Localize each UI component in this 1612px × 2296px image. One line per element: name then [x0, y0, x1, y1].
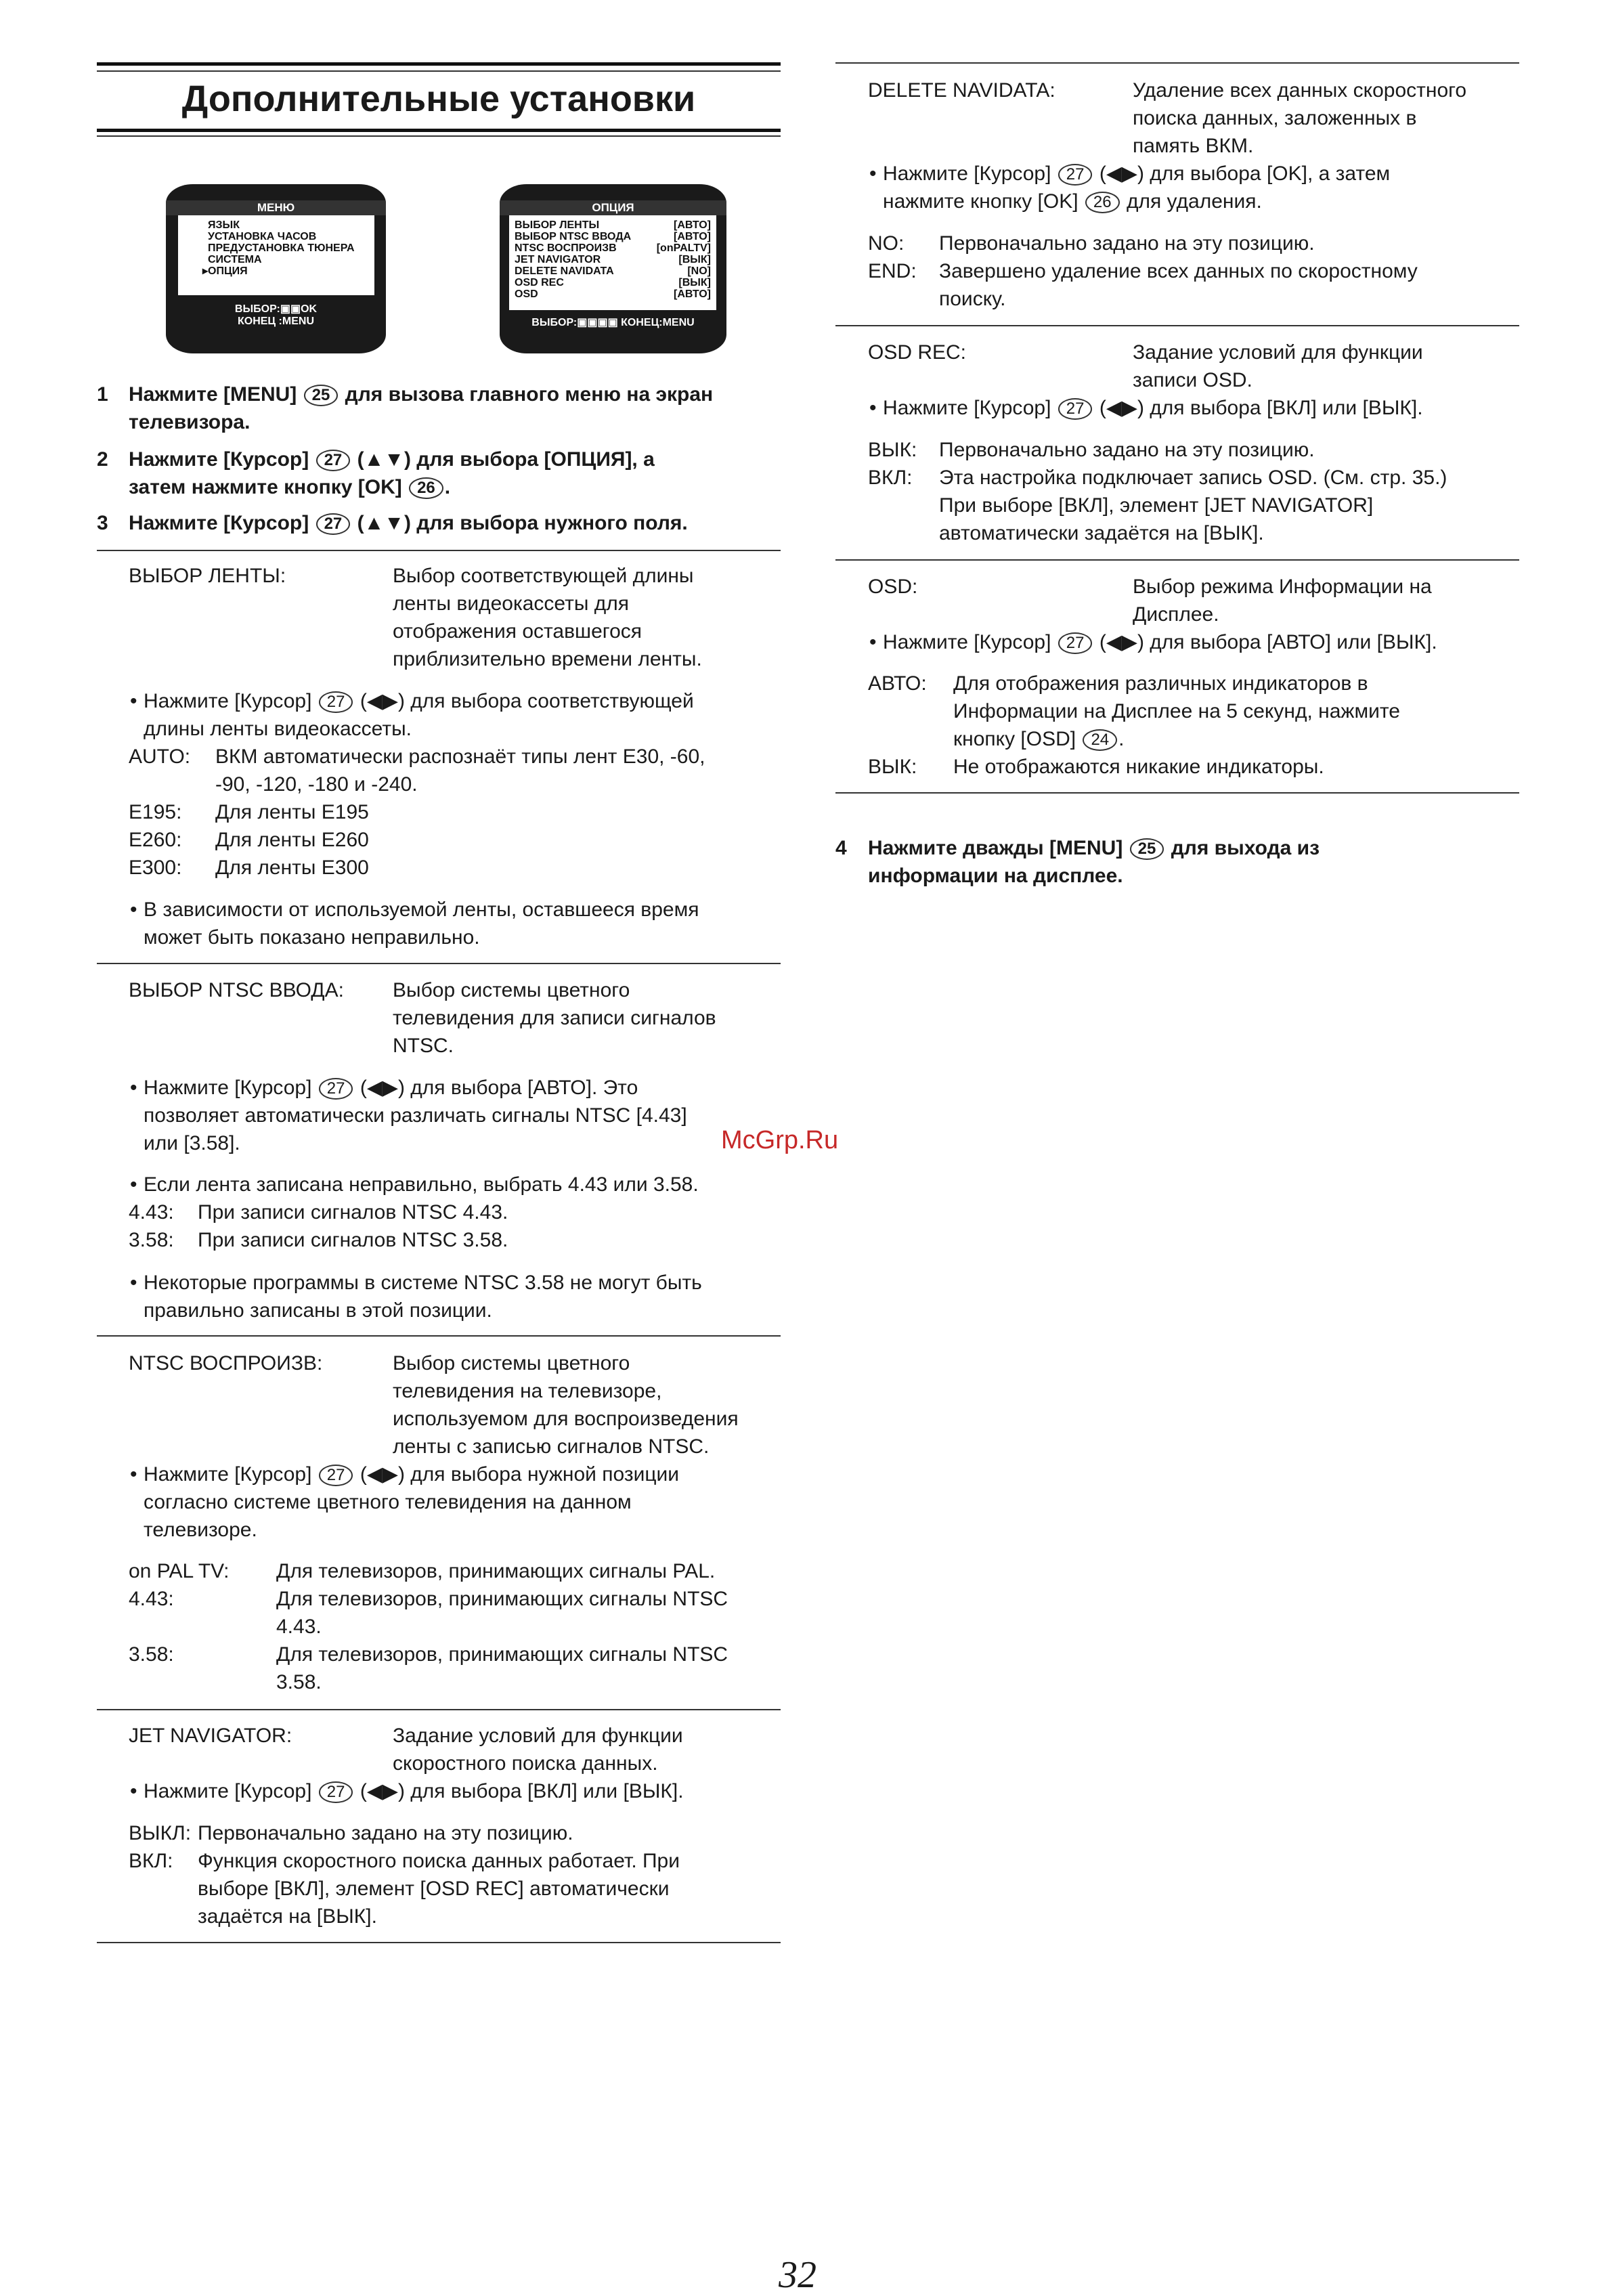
step-2-text: Нажмите [Курсор] 27 (▲▼) для выбора [ОПЦИЯ], а — [129, 448, 655, 471]
osdrec-option-value: Эта настройка подключает запись OSD. (См. стр. 35.) — [939, 467, 1447, 489]
title-rule-top-thin — [97, 70, 781, 72]
ntsc-play-option-value: Для телевизоров, принимающих сигналы PAL. — [276, 1560, 716, 1582]
jet-option-value: выборе [ВКЛ], элемент [OSD REC] автоматически — [198, 1878, 670, 1900]
osdrec-bullet-1: • Нажмите [Курсор] 27 (◀▶) для выбора [ВКЛ] или [ВЫК]. — [883, 394, 1423, 422]
delete-option-key: NO: — [868, 232, 905, 255]
section-divider — [97, 1942, 781, 1943]
osd-option-value: Информации на Дисплее на 5 секунд, нажмите — [953, 700, 1400, 722]
delete-desc: Удаление всех данных скоростного — [1133, 79, 1467, 102]
menu-screen-panel — [178, 215, 374, 295]
step-1-text-cont: телевизора. — [129, 411, 250, 433]
osd-option-value: Не отображаются никакие индикаторы. — [953, 756, 1324, 778]
ntsc-play-option-value: Для телевизоров, принимающих сигналы NTSC — [276, 1643, 728, 1666]
option-item-name: OSD — [515, 288, 538, 300]
button-ref-27: 27 — [319, 1078, 353, 1100]
osdrec-desc: записи OSD. — [1133, 369, 1252, 391]
tape-option-value: ВКМ автоматически распознаёт типы лент Е30, -60, — [215, 745, 705, 768]
osdrec-option-value: автоматически задаётся на [ВЫК]. — [939, 522, 1264, 544]
option-item-name: DELETE NAVIDATA — [515, 265, 614, 277]
menu-screen-foot2: КОНЕЦ :MENU — [237, 316, 314, 327]
section-divider — [835, 559, 1519, 561]
title-rule-bottom — [97, 129, 781, 132]
step-1-text: Нажмите [MENU] 25 для вызова главного меню на экран — [129, 383, 714, 406]
option-screen-illustration — [500, 184, 726, 353]
title-rule-bottom-thin — [97, 135, 781, 137]
jet-option-key: ВКЛ: — [129, 1850, 173, 1872]
delete-label: DELETE NAVIDATA: — [868, 79, 1055, 102]
osdrec-desc: Задание условий для функции — [1133, 341, 1423, 364]
ntsc-play-option-key: 3.58: — [129, 1643, 174, 1666]
ntsc-in-option-key: 3.58: — [129, 1229, 174, 1251]
delete-desc: память ВКМ. — [1133, 135, 1254, 157]
ntsc-in-option-value: При записи сигналов NTSC 3.58. — [198, 1229, 508, 1251]
ntsc-in-label: ВЫБОР NTSC ВВОДА: — [129, 979, 344, 1001]
menu-screen-title: МЕНЮ — [166, 200, 386, 215]
tape-label: ВЫБОР ЛЕНТЫ: — [129, 565, 286, 587]
delete-option-value: Завершено удаление всех данных по скоростному — [939, 260, 1418, 282]
jet-desc: скоростного поиска данных. — [393, 1752, 658, 1775]
tape-option-value: Для ленты E260 — [215, 829, 369, 851]
osdrec-option-key: ВКЛ: — [868, 467, 913, 489]
ntsc-in-desc: телевидения для записи сигналов — [393, 1007, 716, 1029]
section-divider — [835, 792, 1519, 794]
ntsc-in-bullet-1-cont: или [3.58]. — [144, 1132, 240, 1154]
ntsc-in-bullet-3: • Некоторые программы в системе NTSC 3.58 не могут быть — [144, 1269, 702, 1297]
option-item-value: [АВТО] — [674, 219, 711, 231]
option-item-name: ВЫБОР NTSC ВВОДА — [515, 231, 632, 242]
ntsc-play-desc: используемом для воспроизведения — [393, 1408, 739, 1430]
tape-desc: ленты видеокассеты для — [393, 592, 630, 615]
ntsc-in-option-key: 4.43: — [129, 1201, 174, 1223]
jet-label: JET NAVIGATOR: — [129, 1725, 292, 1747]
section-divider — [97, 963, 781, 964]
step-number: 2 — [97, 448, 108, 471]
ntsc-in-bullet-2: • Если лента записана неправильно, выбрать 4.43 или 3.58. — [144, 1171, 699, 1198]
button-ref-27: 27 — [1058, 164, 1093, 186]
menu-screen-item: ЯЗЫК — [208, 219, 240, 231]
section-divider — [835, 62, 1519, 64]
button-ref-27: 27 — [319, 691, 353, 713]
step-number: 3 — [97, 512, 108, 534]
jet-option-value: задаётся на [ВЫК]. — [198, 1905, 377, 1928]
menu-screen-illustration — [166, 184, 386, 353]
ntsc-in-option-value: При записи сигналов NTSC 4.43. — [198, 1201, 508, 1223]
ntsc-in-desc: Выбор системы цветного — [393, 979, 630, 1001]
tape-bullet-2: • В зависимости от используемой ленты, оставшееся время — [144, 896, 699, 924]
ntsc-play-bullet-1-cont: телевизоре. — [144, 1519, 257, 1541]
delete-option-value: поиску. — [939, 288, 1006, 310]
step-number: 1 — [97, 383, 108, 406]
ntsc-play-desc: Выбор системы цветного — [393, 1352, 630, 1374]
title-rule-top — [97, 62, 781, 66]
option-item-value: [NO] — [687, 265, 711, 277]
osdrec-option-value: При выборе [ВКЛ], элемент [JET NAVIGATOR] — [939, 494, 1374, 517]
option-screen-title: ОПЦИЯ — [500, 200, 726, 215]
delete-bullet-1-cont: нажмите кнопку [OK] 26 для удаления. — [883, 190, 1262, 213]
button-ref-27: 27 — [319, 1781, 353, 1803]
button-ref-27: 27 — [319, 1465, 353, 1486]
tape-bullet-2-cont: может быть показано неправильно. — [144, 926, 480, 949]
button-ref-25: 25 — [304, 385, 339, 406]
tape-option-value: Для ленты E195 — [215, 801, 369, 823]
button-ref-25: 25 — [1130, 838, 1164, 860]
button-ref-27: 27 — [316, 513, 351, 535]
option-item-value: [ВЫК] — [678, 277, 711, 288]
delete-desc: поиска данных, заложенных в — [1133, 107, 1417, 129]
option-item-value: [АВТО] — [674, 288, 711, 300]
ntsc-play-option-key: on PAL TV: — [129, 1560, 230, 1582]
menu-screen-item: ▸ОПЦИЯ — [202, 265, 248, 277]
ntsc-play-option-value: 3.58. — [276, 1671, 322, 1693]
tape-bullet-1-cont: длины ленты видеокассеты. — [144, 718, 412, 740]
button-ref-26: 26 — [1085, 192, 1120, 213]
option-screen-foot: ВЫБОР:▣▣▣▣ КОНЕЦ:MENU — [531, 317, 695, 328]
osd-option-key: АВТО: — [868, 672, 927, 695]
button-ref-27: 27 — [1058, 398, 1093, 420]
tape-bullet-1: • Нажмите [Курсор] 27 (◀▶) для выбора соответствующей — [144, 687, 694, 715]
delete-option-key: END: — [868, 260, 917, 282]
osd-option-value: Для отображения различных индикаторов в — [953, 672, 1368, 695]
ntsc-play-label: NTSC ВОСПРОИЗВ: — [129, 1352, 323, 1374]
menu-screen-item: УСТАНОВКА ЧАСОВ — [208, 231, 317, 242]
option-item-value: [onPALTV] — [656, 242, 711, 254]
ntsc-in-desc: NTSC. — [393, 1035, 454, 1057]
jet-desc: Задание условий для функции — [393, 1725, 683, 1747]
section-divider — [97, 550, 781, 551]
jet-option-value: Первоначально задано на эту позицию. — [198, 1822, 573, 1844]
button-ref-26: 26 — [409, 477, 443, 499]
section-divider — [97, 1335, 781, 1337]
tape-option-key: AUTO: — [129, 745, 191, 768]
option-item-name: JET NAVIGATOR — [515, 254, 601, 265]
ntsc-in-bullet-1: • Нажмите [Курсор] 27 (◀▶) для выбора [АВТО]. Это — [144, 1074, 638, 1102]
option-item-name: OSD REC — [515, 277, 564, 288]
ntsc-in-bullet-3-cont: правильно записаны в этой позиции. — [144, 1299, 492, 1322]
tape-option-value: -90, -120, -180 и -240. — [215, 773, 418, 796]
page-title: Дополнительные установки — [181, 79, 696, 119]
osd-desc: Дисплее. — [1133, 603, 1219, 626]
tape-desc: Выбор соответствующей длины — [393, 565, 694, 587]
step-4-text-cont: информации на дисплее. — [868, 865, 1123, 887]
tape-option-key: E195: — [129, 801, 182, 823]
step-4-text: Нажмите дважды [MENU] 25 для выхода из — [868, 837, 1320, 859]
step-number: 4 — [835, 837, 847, 859]
button-ref-27: 27 — [1058, 632, 1093, 654]
osd-option-key: ВЫК: — [868, 756, 917, 778]
page-number: 32 — [779, 2254, 816, 2296]
osdrec-option-key: ВЫК: — [868, 439, 917, 461]
delete-bullet-1: • Нажмите [Курсор] 27 (◀▶) для выбора [OK], а затем — [883, 160, 1390, 188]
step-3-text: Нажмите [Курсор] 27 (▲▼) для выбора нужного поля. — [129, 512, 688, 534]
option-item-name: NTSC ВОСПРОИЗВ — [515, 242, 617, 254]
menu-screen-foot1: ВЫБОР:▣▣OK — [234, 303, 318, 315]
option-item-value: [ВЫК] — [678, 254, 711, 265]
ntsc-play-bullet-1-cont: согласно системе цветного телевидения на данном — [144, 1491, 632, 1513]
ntsc-play-bullet-1: • Нажмите [Курсор] 27 (◀▶) для выбора нужной позиции — [144, 1460, 679, 1488]
osd-desc: Выбор режима Информации на — [1133, 576, 1432, 598]
menu-screen-item: СИСТЕМА — [208, 254, 262, 265]
osd-bullet-1: • Нажмите [Курсор] 27 (◀▶) для выбора [АВТО] или [ВЫК]. — [883, 628, 1437, 656]
ntsc-play-desc: телевидения на телевизоре, — [393, 1380, 662, 1402]
option-item-value: [АВТО] — [674, 231, 711, 242]
delete-option-value: Первоначально задано на эту позицию. — [939, 232, 1315, 255]
osd-label: OSD: — [868, 576, 918, 598]
tape-option-key: E260: — [129, 829, 182, 851]
watermark: McGrp.Ru — [721, 1126, 839, 1154]
tape-option-key: E300: — [129, 857, 182, 879]
tape-option-value: Для ленты E300 — [215, 857, 369, 879]
jet-option-key: ВЫКЛ: — [129, 1822, 192, 1844]
ntsc-in-bullet-1-cont: позволяет автоматически различать сигналы NTSC [4.43] — [144, 1104, 687, 1127]
tape-desc: приблизительно времени ленты. — [393, 648, 702, 670]
ntsc-play-option-value: 4.43. — [276, 1616, 322, 1638]
button-ref-24: 24 — [1083, 729, 1117, 751]
option-item-name: ВЫБОР ЛЕНТЫ — [515, 219, 600, 231]
button-ref-27: 27 — [316, 450, 351, 471]
menu-screen-item: ПРЕДУСТАНОВКА ТЮНЕРА — [208, 242, 355, 254]
jet-option-value: Функция скоростного поиска данных работает. При — [198, 1850, 680, 1872]
osdrec-label: OSD REC: — [868, 341, 967, 364]
step-2-text-cont: затем нажмите кнопку [OK] 26 . — [129, 476, 451, 498]
tape-desc: отображения оставшегося — [393, 620, 642, 643]
osd-option-value: кнопку [OSD] 24 . — [953, 728, 1125, 750]
section-divider — [835, 325, 1519, 326]
ntsc-play-option-value: Для телевизоров, принимающих сигналы NTSC — [276, 1588, 728, 1610]
option-screen-panel — [509, 215, 716, 310]
osdrec-option-value: Первоначально задано на эту позицию. — [939, 439, 1315, 461]
ntsc-play-desc: ленты с записью сигналов NTSC. — [393, 1435, 710, 1458]
ntsc-play-option-key: 4.43: — [129, 1588, 174, 1610]
jet-bullet-1: • Нажмите [Курсор] 27 (◀▶) для выбора [ВКЛ] или [ВЫК]. — [144, 1777, 684, 1805]
section-divider — [97, 1709, 781, 1710]
